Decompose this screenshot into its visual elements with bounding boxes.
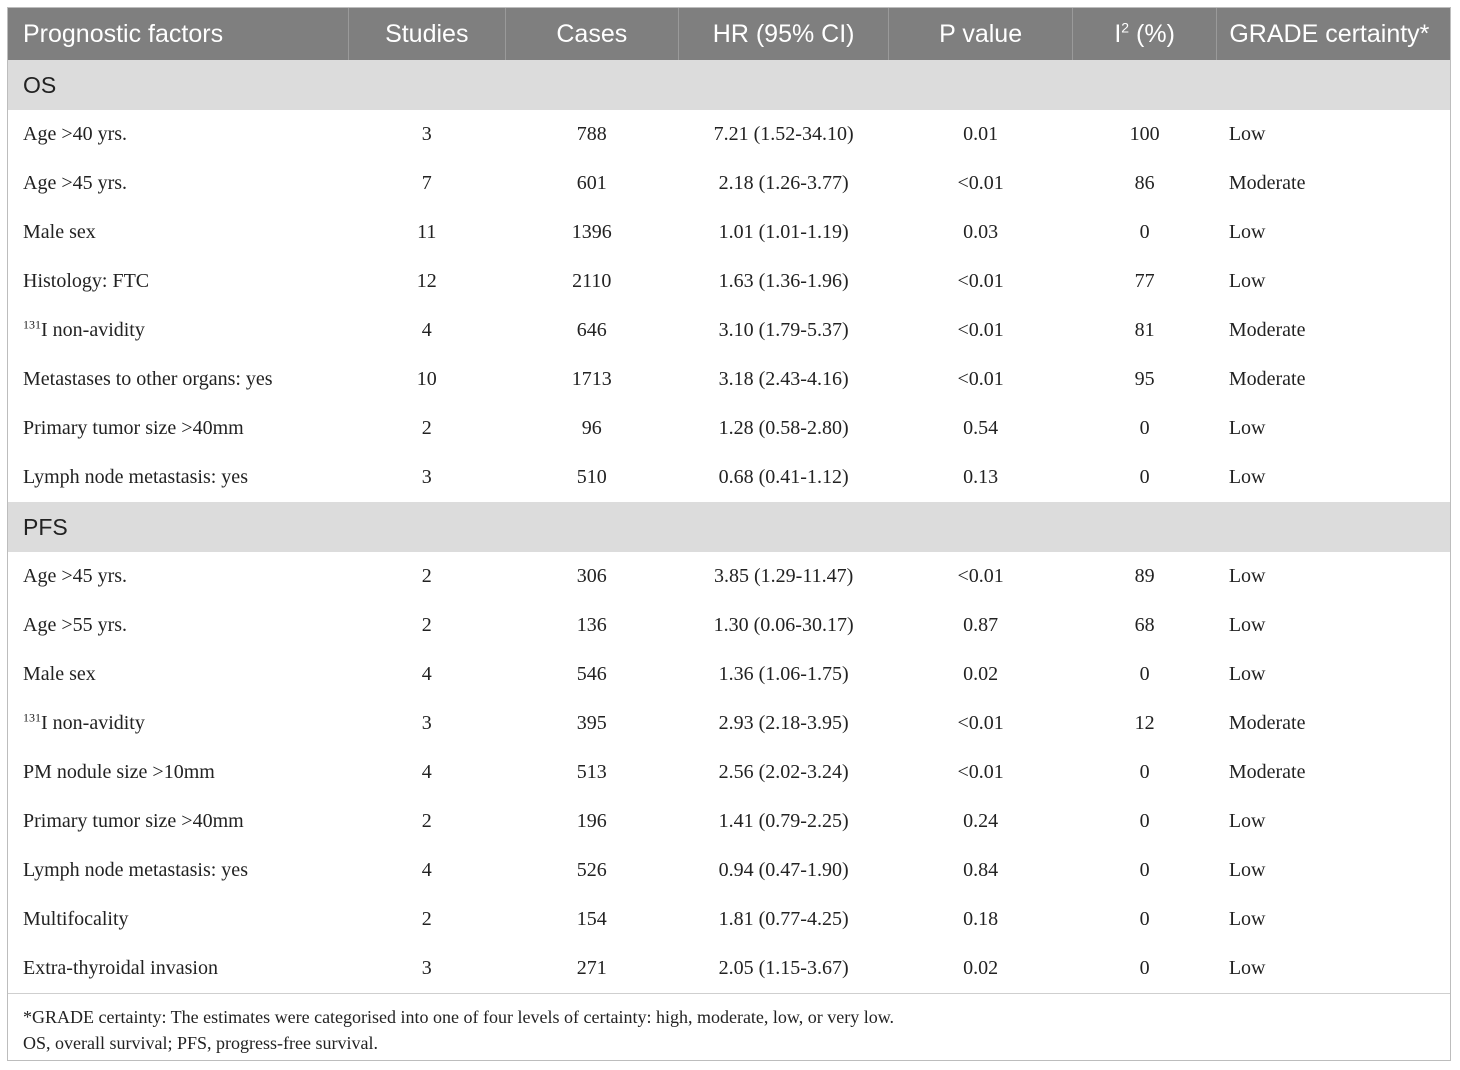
studies-cell: 7 xyxy=(348,159,505,208)
cases-cell: 136 xyxy=(505,601,678,650)
cases-cell: 2110 xyxy=(505,257,678,306)
hr-cell: 3.85 (1.29-11.47) xyxy=(678,552,888,601)
grade-cell: Low xyxy=(1217,797,1450,846)
i2-cell: 86 xyxy=(1072,159,1216,208)
header-row xyxy=(8,8,1450,60)
table-row xyxy=(8,846,1450,895)
p-value-cell: 0.84 xyxy=(889,846,1073,895)
p-value-cell: <0.01 xyxy=(889,257,1073,306)
factor-label: I non-avidity xyxy=(41,319,145,341)
p-value-cell: 0.02 xyxy=(889,650,1073,699)
i2-cell: 95 xyxy=(1072,355,1216,404)
p-value-cell: <0.01 xyxy=(889,355,1073,404)
grade-cell: Low xyxy=(1217,552,1450,601)
factor-label: I non-avidity xyxy=(41,712,145,734)
i2-cell: 0 xyxy=(1072,453,1216,502)
table-row xyxy=(8,404,1450,453)
p-value-cell: 0.18 xyxy=(889,895,1073,944)
factor-label: Primary tumor size >40mm xyxy=(23,417,244,439)
grade-cell: Low xyxy=(1217,650,1450,699)
factor-cell xyxy=(8,944,348,993)
factor-cell xyxy=(8,453,348,502)
i2-cell: 0 xyxy=(1072,895,1216,944)
header-i2-base: I xyxy=(1114,19,1122,48)
studies-cell: 2 xyxy=(348,797,505,846)
footnote-grade: *GRADE certainty: The estimates were categorised into one of four levels of certainty: high, moderate, low, or very low. xyxy=(23,1007,895,1027)
factor-label: Primary tumor size >40mm xyxy=(23,810,244,832)
prognostic-factors-table xyxy=(8,8,1450,993)
table-row xyxy=(8,552,1450,601)
i2-cell: 12 xyxy=(1072,699,1216,748)
factor-label: Lymph node metastasis: yes xyxy=(23,466,248,488)
table-row xyxy=(8,159,1450,208)
table-row xyxy=(8,306,1450,355)
header-p-value: P value xyxy=(889,8,1073,60)
factor-label: Age >45 yrs. xyxy=(23,172,128,194)
header-studies: Studies xyxy=(348,8,505,60)
studies-cell: 3 xyxy=(348,453,505,502)
header-cases: Cases xyxy=(505,8,678,60)
header-i2 xyxy=(1072,8,1216,60)
studies-cell: 2 xyxy=(348,552,505,601)
factor-cell xyxy=(8,208,348,257)
hr-cell: 1.36 (1.06-1.75) xyxy=(678,650,888,699)
i2-cell: 0 xyxy=(1072,846,1216,895)
cases-cell: 546 xyxy=(505,650,678,699)
cases-cell: 601 xyxy=(505,159,678,208)
factor-cell xyxy=(8,306,348,355)
cases-cell: 395 xyxy=(505,699,678,748)
i2-cell: 100 xyxy=(1072,110,1216,159)
studies-cell: 4 xyxy=(348,306,505,355)
factor-cell xyxy=(8,895,348,944)
header-hr: HR (95% CI) xyxy=(678,8,888,60)
p-value-cell: 0.54 xyxy=(889,404,1073,453)
studies-cell: 10 xyxy=(348,355,505,404)
table-row xyxy=(8,895,1450,944)
hr-cell: 3.18 (2.43-4.16) xyxy=(678,355,888,404)
factor-label: Age >55 yrs. xyxy=(23,614,128,636)
factor-label: Age >40 yrs. xyxy=(23,123,128,145)
isotope-superscript: 131 xyxy=(23,710,41,725)
grade-cell: Low xyxy=(1217,895,1450,944)
header-grade: GRADE certainty* xyxy=(1217,8,1450,60)
studies-cell: 3 xyxy=(348,944,505,993)
results-table-frame xyxy=(7,7,1451,1061)
factor-cell xyxy=(8,846,348,895)
p-value-cell: 0.01 xyxy=(889,110,1073,159)
factor-cell xyxy=(8,650,348,699)
section-row-os xyxy=(8,60,1450,110)
table-row xyxy=(8,650,1450,699)
table-row xyxy=(8,748,1450,797)
hr-cell: 1.01 (1.01-1.19) xyxy=(678,208,888,257)
section-label-pfs: PFS xyxy=(8,502,1450,552)
table-row xyxy=(8,208,1450,257)
table-row xyxy=(8,944,1450,993)
studies-cell: 3 xyxy=(348,110,505,159)
i2-cell: 89 xyxy=(1072,552,1216,601)
hr-cell: 7.21 (1.52-34.10) xyxy=(678,110,888,159)
i2-cell: 68 xyxy=(1072,601,1216,650)
i2-cell: 0 xyxy=(1072,797,1216,846)
hr-cell: 1.28 (0.58-2.80) xyxy=(678,404,888,453)
p-value-cell: <0.01 xyxy=(889,159,1073,208)
table-row xyxy=(8,699,1450,748)
i2-cell: 0 xyxy=(1072,650,1216,699)
factor-label: Male sex xyxy=(23,663,96,685)
grade-cell: Low xyxy=(1217,208,1450,257)
studies-cell: 12 xyxy=(348,257,505,306)
table-footnotes xyxy=(8,993,1450,1056)
section-label-os: OS xyxy=(8,60,1450,110)
factor-cell xyxy=(8,601,348,650)
grade-cell: Moderate xyxy=(1217,306,1450,355)
p-value-cell: 0.02 xyxy=(889,944,1073,993)
p-value-cell: <0.01 xyxy=(889,552,1073,601)
factor-cell xyxy=(8,797,348,846)
p-value-cell: 0.03 xyxy=(889,208,1073,257)
grade-cell: Low xyxy=(1217,944,1450,993)
grade-cell: Low xyxy=(1217,257,1450,306)
factor-cell xyxy=(8,748,348,797)
i2-cell: 0 xyxy=(1072,748,1216,797)
table-row xyxy=(8,453,1450,502)
factor-label: Histology: FTC xyxy=(23,270,150,292)
p-value-cell: 0.87 xyxy=(889,601,1073,650)
factor-label: Metastases to other organs: yes xyxy=(23,368,273,390)
factor-cell xyxy=(8,404,348,453)
hr-cell: 1.63 (1.36-1.96) xyxy=(678,257,888,306)
factor-label: PM nodule size >10mm xyxy=(23,761,215,783)
grade-cell: Low xyxy=(1217,110,1450,159)
factor-label: Lymph node metastasis: yes xyxy=(23,859,248,881)
studies-cell: 2 xyxy=(348,404,505,453)
cases-cell: 788 xyxy=(505,110,678,159)
i2-cell: 81 xyxy=(1072,306,1216,355)
table-body xyxy=(8,60,1450,993)
isotope-superscript: 131 xyxy=(23,317,41,332)
factor-cell xyxy=(8,552,348,601)
grade-cell: Moderate xyxy=(1217,699,1450,748)
table-row xyxy=(8,257,1450,306)
factor-label: Multifocality xyxy=(23,908,129,930)
cases-cell: 1396 xyxy=(505,208,678,257)
header-i2-rest: (%) xyxy=(1129,19,1175,48)
p-value-cell: 0.24 xyxy=(889,797,1073,846)
grade-cell: Low xyxy=(1217,404,1450,453)
factor-label: Male sex xyxy=(23,221,96,243)
factor-cell xyxy=(8,699,348,748)
footnote-abbreviations: OS, overall survival; PFS, progress-free survival. xyxy=(23,1033,378,1053)
hr-cell: 1.30 (0.06-30.17) xyxy=(678,601,888,650)
section-row-pfs xyxy=(8,502,1450,552)
hr-cell: 2.18 (1.26-3.77) xyxy=(678,159,888,208)
studies-cell: 11 xyxy=(348,208,505,257)
hr-cell: 2.05 (1.15-3.67) xyxy=(678,944,888,993)
cases-cell: 646 xyxy=(505,306,678,355)
studies-cell: 4 xyxy=(348,650,505,699)
factor-cell xyxy=(8,159,348,208)
i2-cell: 77 xyxy=(1072,257,1216,306)
table-row xyxy=(8,110,1450,159)
grade-cell: Low xyxy=(1217,601,1450,650)
hr-cell: 0.94 (0.47-1.90) xyxy=(678,846,888,895)
cases-cell: 154 xyxy=(505,895,678,944)
studies-cell: 4 xyxy=(348,748,505,797)
i2-cell: 0 xyxy=(1072,944,1216,993)
cases-cell: 1713 xyxy=(505,355,678,404)
studies-cell: 2 xyxy=(348,895,505,944)
header-prognostic-factors: Prognostic factors xyxy=(8,8,348,60)
table-row xyxy=(8,601,1450,650)
cases-cell: 513 xyxy=(505,748,678,797)
factor-cell xyxy=(8,257,348,306)
studies-cell: 2 xyxy=(348,601,505,650)
studies-cell: 4 xyxy=(348,846,505,895)
grade-cell: Moderate xyxy=(1217,355,1450,404)
cases-cell: 196 xyxy=(505,797,678,846)
header-i2-sup: 2 xyxy=(1121,19,1130,36)
p-value-cell: <0.01 xyxy=(889,306,1073,355)
grade-cell: Low xyxy=(1217,453,1450,502)
table-row xyxy=(8,797,1450,846)
factor-cell xyxy=(8,110,348,159)
i2-cell: 0 xyxy=(1072,404,1216,453)
hr-cell: 1.81 (0.77-4.25) xyxy=(678,895,888,944)
cases-cell: 96 xyxy=(505,404,678,453)
hr-cell: 1.41 (0.79-2.25) xyxy=(678,797,888,846)
cases-cell: 306 xyxy=(505,552,678,601)
p-value-cell: <0.01 xyxy=(889,699,1073,748)
hr-cell: 2.93 (2.18-3.95) xyxy=(678,699,888,748)
grade-cell: Moderate xyxy=(1217,748,1450,797)
cases-cell: 271 xyxy=(505,944,678,993)
hr-cell: 0.68 (0.41-1.12) xyxy=(678,453,888,502)
studies-cell: 3 xyxy=(348,699,505,748)
cases-cell: 510 xyxy=(505,453,678,502)
factor-cell xyxy=(8,355,348,404)
hr-cell: 2.56 (2.02-3.24) xyxy=(678,748,888,797)
table-row xyxy=(8,355,1450,404)
i2-cell: 0 xyxy=(1072,208,1216,257)
grade-cell: Low xyxy=(1217,846,1450,895)
cases-cell: 526 xyxy=(505,846,678,895)
factor-label: Age >45 yrs. xyxy=(23,565,128,587)
factor-label: Extra-thyroidal invasion xyxy=(23,957,218,979)
hr-cell: 3.10 (1.79-5.37) xyxy=(678,306,888,355)
p-value-cell: <0.01 xyxy=(889,748,1073,797)
grade-cell: Moderate xyxy=(1217,159,1450,208)
p-value-cell: 0.13 xyxy=(889,453,1073,502)
